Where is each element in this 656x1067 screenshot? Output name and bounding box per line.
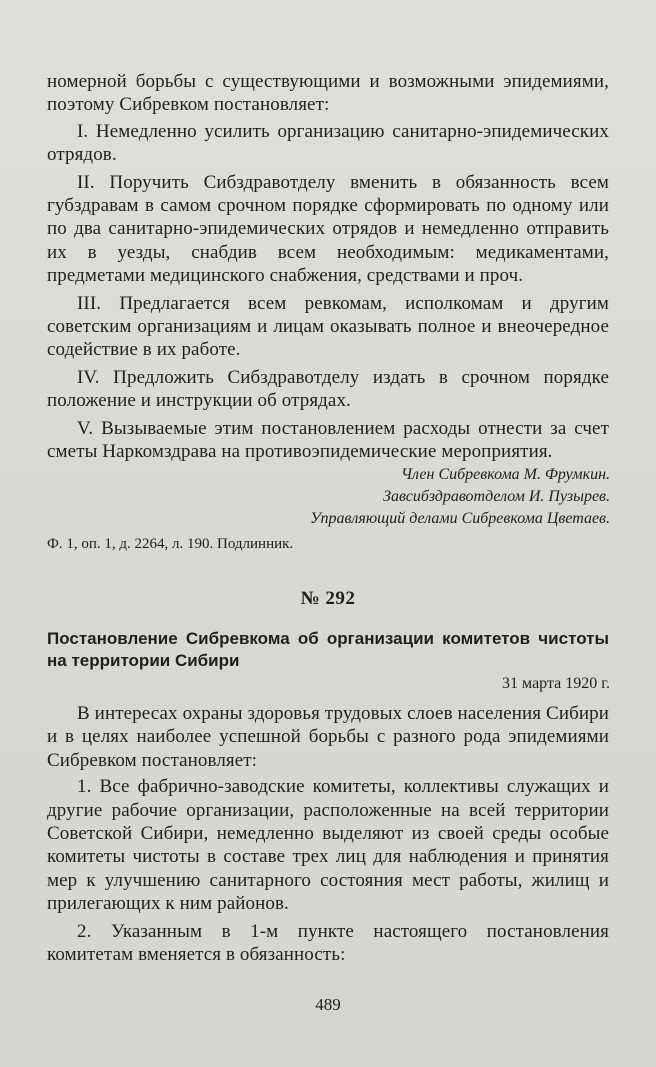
text-block-continued (47, 70, 609, 464)
signature-line: Член Сибревкома М. Фрумкин. (401, 466, 610, 483)
document-date: 31 марта 1920 г. (502, 675, 610, 692)
signatures (90, 464, 610, 530)
archive-source: Ф. 1, оп. 1, д. 2264, л. 190. Подлинник. (47, 536, 294, 552)
paragraph: II. Поручить Сибздравотделу вменить в обязанность всем губздравам в самом срочном порядке сформировать по одному или по два санитарно-эпидемических отрядов и немедленно отправить их в уезды, снабдив всем необходимым: медикаментами, предметами медицинского снабжения, средствами и проч. (47, 171, 609, 287)
paragraph: III. Предлагается всем ревкомам, исполкомам и другим советским организациям и лицам оказывать полное и внеочередное содействие в их работе. (47, 292, 609, 361)
document-title: Постановление Сибревкома об организации комитетов чистоты на территории Сибири (47, 629, 609, 670)
document-body (47, 702, 609, 966)
signature-line: Завсибздравотделом И. Пузырев. (383, 488, 610, 505)
document-number: № 292 (300, 588, 356, 609)
paragraph: V. Вызываемые этим постановлением расходы отнести за счет сметы Наркомздрава на противоэпидемические мероприятия. (47, 417, 609, 463)
paragraph: номерной борьбы с существующими и возможными эпидемиями, поэтому Сибревком постановляет: (47, 71, 609, 116)
paragraph: I. Немедленно усилить организацию санитарно-эпидемических отрядов. (47, 120, 609, 166)
paragraph: 2. Указанным в 1-м пункте настоящего постановления комитетам вменяется в обязанность: (47, 920, 609, 966)
page-number: 489 (315, 995, 341, 1014)
signature-line: Управляющий делами Сибревкома Цветаев. (310, 510, 610, 527)
paragraph: В интересах охраны здоровья трудовых слоев населения Сибири и в целях наиболее успешной борьбы с разного рода эпидемиями Сибревком постановляет: (47, 703, 609, 771)
paragraph: 1. Все фабрично-заводские комитеты, коллективы служащих и другие рабочие организации, расположенные на всей территории Советской Сибири, немедленно выделяют из своей среды особые комитеты чистоты в составе трех лиц для наблюдения и принятия мер к улучшению санитарного состояния мест работы, жилищ и прилегающих к ним районов. (47, 776, 609, 915)
paragraph: IV. Предложить Сибздравотделу издать в срочном порядке положение и инструкции об отрядах. (47, 366, 609, 412)
